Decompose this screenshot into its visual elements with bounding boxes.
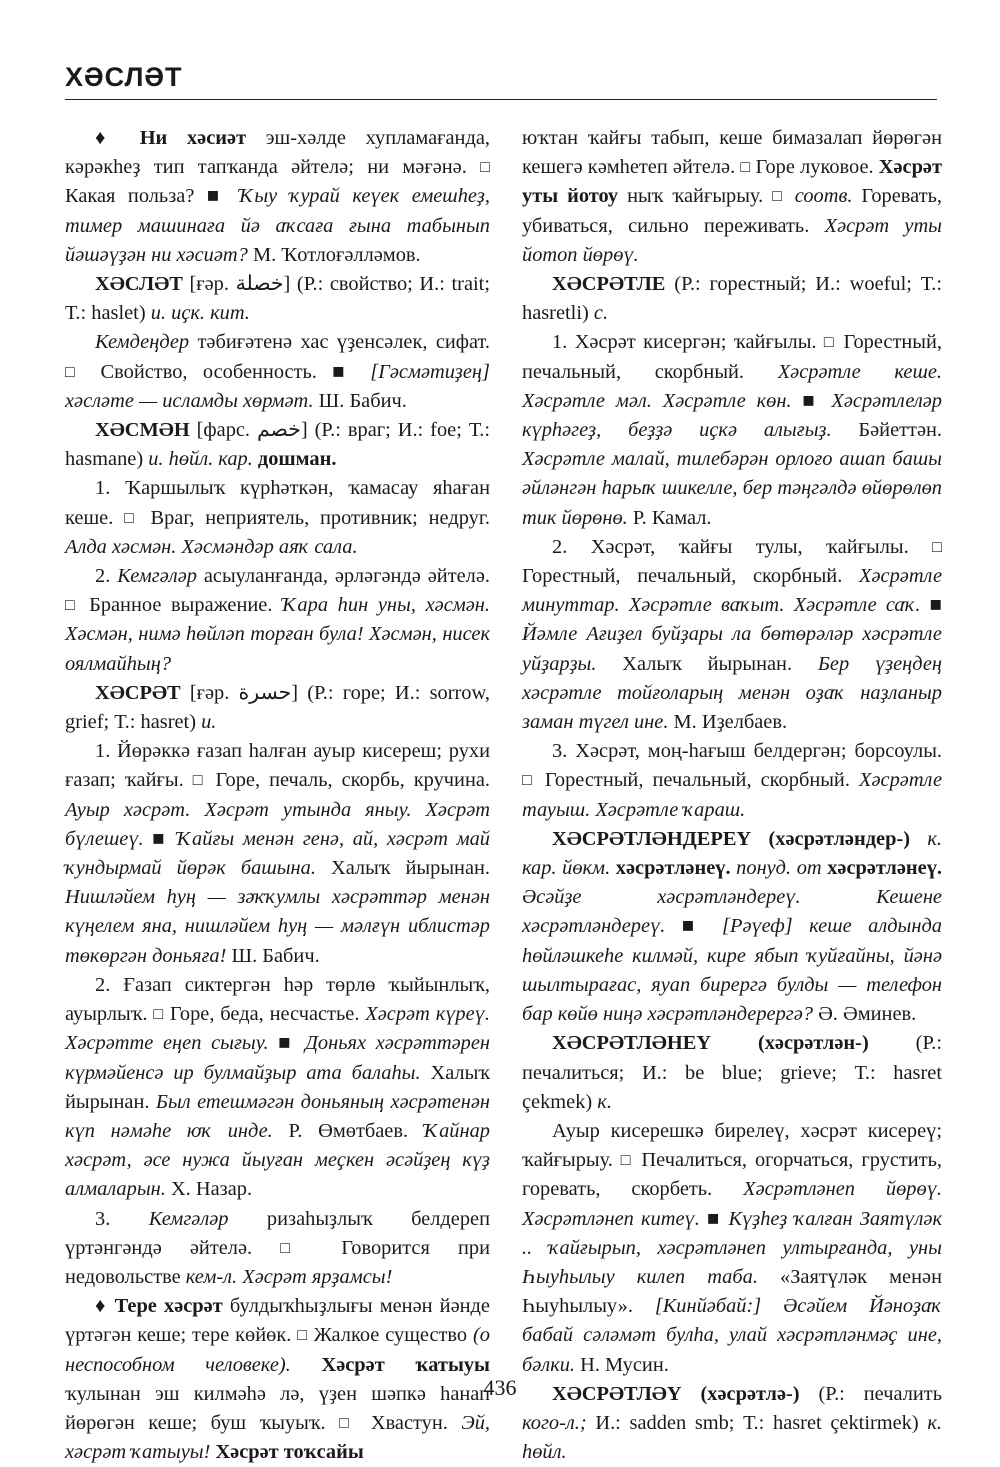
entry-paragraph (65, 1205, 490, 1293)
text-segment: 1. (552, 331, 575, 354)
headword-segment: ХӘСРӘТ (95, 681, 181, 704)
translation-marker-icon: □ (480, 157, 490, 177)
text-segment: Враг, неприятель, противник; недруг. (139, 506, 490, 529)
italic-segment: Хәсрәтле малай, тилебәрән орлоғо ашап башы әйләнгән һарыҡ шикелле, бер тәңгәлдә өйөрөлөп тик йөрөнө. (522, 448, 942, 529)
text-segment: [ғәр. (180, 681, 239, 704)
italic-segment: Хәсрәт уты йотоп йөрөү. (522, 214, 942, 266)
text-segment: И.: sadden smb; Т.: hasret çektirmek) (586, 1411, 928, 1434)
italic-segment: с. (593, 302, 609, 325)
text-segment: Р. Камал. (627, 506, 712, 529)
text-segment: Халыҡ йырынан. (65, 1061, 490, 1113)
translation-marker-icon: □ (65, 361, 86, 381)
entry-paragraph (522, 328, 942, 532)
text-segment: Х. Назар. (165, 1178, 253, 1201)
text-segment: ■ (699, 1207, 729, 1230)
entry-paragraph (522, 533, 942, 737)
text-segment: Р. Өмөтбаев. (272, 1119, 424, 1142)
text-segment: ҡулынан эш килмәһә лә, үҙен шәпкә һанап йөрөгән кеше; буш ҡыуыҡ. (65, 1382, 490, 1434)
text-segment: ■ (206, 185, 227, 208)
text-segment: ■ (920, 594, 942, 617)
translation-marker-icon: □ (620, 1150, 634, 1170)
entry-paragraph (522, 270, 942, 328)
text-segment: Йөрәккә ғазап һалған ауыр кисереш; рухи ғазап; ҡайғы. (65, 740, 490, 792)
italic-segment: Хәсрәтле минуттар. Хәсрәтле ваҡыт. Хәсрәтле саҡ. (522, 565, 942, 617)
entry-paragraph (65, 679, 490, 737)
text-segment: Бәйеттән. (831, 419, 943, 442)
translation-marker-icon: □ (772, 186, 786, 206)
headword-segment: Хәсрәт ҡатыуы (290, 1353, 490, 1376)
text-segment: ■ (332, 360, 355, 383)
text-segment: 1. (95, 477, 126, 500)
entry-paragraph (65, 270, 490, 328)
italic-segment: Ҡара һин уны, хәсмән. Хәсмән, нимә һөйләп торған була! Хәсмән, нисек оялмайһың? (65, 594, 491, 675)
text-segment: خصم (256, 419, 301, 442)
italic-segment: Ауыр хәсрәт. Хәсрәт утында яныу. Хәсрәт бүлешеү. (65, 798, 490, 850)
italic-segment: Ҡайнар хәсрәт, әсе нужа йыуған меҫкен әсәйҙең күҙ алмаларын. (65, 1119, 490, 1201)
text-segment: Горе луковое. (750, 156, 879, 179)
text-segment: Горе, печаль, скорбь, кручина. (206, 769, 490, 792)
text-segment: М. Иҙелбаев. (668, 711, 788, 734)
text-segment: Хәсрәт, ҡайғы тулы, ҡайғылы. (590, 535, 933, 558)
translation-marker-icon: □ (65, 595, 80, 615)
text-segment: Халыҡ йырынан. (315, 857, 490, 880)
entry-paragraph (65, 971, 490, 1205)
translation-marker-icon: □ (522, 770, 536, 790)
italic-segment: Әсәйҙе хәсрәтләндереү. Кешене хәсрәтләндереү. (522, 886, 942, 938)
entry-paragraph (522, 1117, 942, 1380)
italic-segment: кого-л.; (522, 1411, 587, 1434)
headword-segment: ХӘСРӘТЛӘНДЕРЕҮ (хәсрәтләндер-) (552, 827, 911, 850)
translation-marker-icon: □ (932, 536, 942, 556)
text-segment: Горе, беда, несчастье. (164, 1003, 366, 1026)
text-segment: 2. (95, 973, 124, 996)
header-rule (65, 99, 937, 100)
idiom-marker-icon: ♦ (95, 127, 140, 149)
text-segment: Печалиться, огорчаться, грустить, горевать, скорбеть. (522, 1149, 942, 1201)
headword-segment: ХӘСРӘТЛЕ (552, 273, 666, 296)
text-segment: Говорится при недовольстве (65, 1236, 490, 1288)
entry-paragraph (65, 416, 490, 474)
text-segment: «Заятүләк менән Һыуһылыу». (522, 1265, 942, 1318)
headword-segment: Ни хәсиәт (139, 127, 247, 149)
text-segment: حسرة (238, 681, 292, 704)
italic-segment: [Кинйәбай:] Әсәйем Йәноҙаҡ бабай сәләмәт булһа, улай хәсрәтләнмәҫ ине, бәлки. (522, 1295, 943, 1376)
text-segment: Горестный, печальный, скорбный. (522, 331, 942, 383)
entry-paragraph (65, 474, 490, 562)
text-segment: Ә. Әминев. (812, 1003, 917, 1026)
translation-marker-icon: □ (192, 770, 207, 790)
headword-segment: хәсрәтләнеү. (610, 857, 731, 880)
left-column (65, 124, 490, 1467)
entry-paragraph (65, 737, 490, 971)
text-segment: юҡтан ҡайғы табып, кеше бимазалап йөрөгән кешегә кәмһетеп әйтелә. (522, 127, 942, 179)
text-segment: (Р.: печалить (799, 1382, 942, 1405)
idiom-marker-icon: ♦ (95, 1295, 115, 1318)
headword-segment: Хәсрәт уты йотоу (522, 156, 942, 208)
text-segment: эш-хәлде хупламағанда, кәрәкһеҙ тип тапҡанда әйтелә; ни мәғәнә. (65, 127, 490, 179)
text-segment: ] (Р.: враг; И.: foe; Т.: hasmane) (65, 419, 490, 471)
text-segment: (Р.: печалиться; И.: be blue; grieve; Т.: hasret çekmek) (522, 1032, 942, 1113)
text-segment: 2. (552, 535, 591, 558)
translation-marker-icon: □ (124, 507, 140, 527)
italic-segment: Хәсрәтләнеп йөрөү. Хәсрәтләнеп китеү. (522, 1178, 942, 1230)
italic-segment: Йәмле Ағиҙел буйҙары ла бөтөрәләр хәсрәтле уйҙарҙы. (522, 623, 942, 675)
text-segment: خصلة (235, 273, 284, 296)
text-segment: булдыҡһыҙлығы менән йәнде үртәгән кеше; тере көйөк. (65, 1295, 490, 1347)
right-column (522, 124, 942, 1467)
text-segment: ■ (791, 389, 832, 412)
italic-segment: [Рәүеф] кеше алдында һөйләшкеһе килмәй, кире ябып ҡуйғайны, йәнә шылтырағас, яуап бирергә булды — телефон бар көйө ниңә хәсрәтләндерергә? (522, 915, 942, 1026)
italic-segment: Алда хәсмән. Хәсмәндәр аяҡ сала. (65, 535, 358, 558)
italic-segment: понуд. от (730, 857, 822, 880)
text-segment: ■ (665, 915, 723, 938)
italic-segment: (о неспособном человеке). (65, 1324, 490, 1376)
text-segment: Какая польза? (65, 185, 207, 208)
text-segment: [фарс. (189, 419, 257, 442)
text-segment: Хәсрәт, моң-һағыш белдергән; борсоулы. (575, 740, 942, 763)
translation-marker-icon: □ (823, 332, 837, 352)
italic-segment: Кемдеңдер (95, 331, 190, 354)
text-segment: 1. (95, 740, 118, 763)
headword-segment: Хәсрәт тоҡсайы (210, 1441, 364, 1464)
italic-segment: к. кар. йөкм. (522, 827, 942, 880)
italic-segment: Эй, хәсрәт ҡатыуы! (65, 1411, 490, 1464)
entry-paragraph (522, 737, 942, 825)
italic-segment: Хәсрәтлеләр күрһәгеҙ, беҙҙә иҫкә алығыҙ. (522, 389, 942, 442)
entry-paragraph (522, 825, 942, 1029)
italic-segment: соотв. (785, 185, 853, 208)
text-segment: ] (Р.: горе; И.: sorrow, grief; Т.: hasret) (65, 681, 490, 734)
text-segment: ■ (268, 1032, 305, 1055)
italic-segment: Ҡыу ҡурай кеүек емешһеҙ, тимер машинаға йә аҡсаға ғына табынып йәшәүҙән ни хәсиәт? (65, 185, 490, 266)
headword-segment: Тере хәсрәт (114, 1295, 223, 1318)
text-segment: ныҡ ҡайғырыу. (618, 185, 773, 208)
italic-segment: Доньях хәсрәттәрен күрмәйенсә ир булмайҙыр ата балаһы. (65, 1032, 490, 1084)
text-segment: Ш. Бабич. (226, 944, 320, 967)
italic-segment: Хәсрәт күреү. Хәсрәтте еңеп сығыу. (65, 1003, 490, 1055)
text-segment: [ғәр. (182, 273, 236, 296)
running-header: ХӘСЛӘТ (65, 62, 183, 92)
text-segment: Ш. Бабич. (313, 389, 407, 412)
text-segment: 3. (95, 1207, 149, 1230)
italic-segment: Бер үҙеңдең хәсрәтле тойғоларың менән оҙаҡ наҙланыр заман түгел ине. (522, 652, 942, 734)
text-segment: (Р.: горестный; И.: woeful; Т.: hasretli) (522, 273, 942, 325)
translation-marker-icon: □ (339, 1412, 358, 1432)
text-segment: М. Ҡотлоғәлләмов. (247, 243, 421, 266)
italic-segment: Нишләйем һуң — зәҡҡумлы хәсрәттәр менән күңелем яна, нишләйем һуң — мәлғүн иблистәр төкөргән доньяға! (65, 886, 490, 967)
italic-segment: Күҙһеҙ ҡалған Заятүләк .. ҡайғырып, хәсрәтләнеп ултырғанда, уны Һыуһылыу килеп таба. (522, 1207, 942, 1288)
translation-marker-icon: □ (297, 1325, 308, 1345)
text-segment: Хәсрәт кисергән; ҡайғылы. (574, 331, 824, 354)
italic-segment: Хәсрәтле тауыш. Хәсрәтле ҡараш. (522, 769, 943, 821)
text-segment: Халыҡ йырынан. (596, 652, 818, 675)
headword-segment: ХӘСРӘТЛӘНЕҮ (хәсрәтлән-) (552, 1032, 869, 1055)
text-segment: ризаһыҙлыҡ белдереп үртәнгәндә әйтелә. (65, 1207, 490, 1259)
entry-paragraph (65, 562, 490, 679)
italic-segment: и. иҫк. кит. (150, 302, 250, 325)
italic-segment: Кемгәләр (148, 1207, 229, 1230)
text-segment: 2. (95, 565, 118, 588)
headword-segment: хәсрәтләнеү. (821, 857, 943, 880)
headword-segment: ХӘСРӘТЛӘҮ (хәсрәтлә-) (552, 1382, 800, 1405)
translation-marker-icon: □ (153, 1004, 165, 1024)
text-segment: Бранное выражение. (79, 594, 283, 617)
text-segment: Жалкое существо (307, 1324, 473, 1347)
text-segment: тәбиғәтенә хас үҙенсәлек, сифат. (189, 331, 490, 354)
text-segment: ] (Р.: свойство; И.: trait; Т.: haslet) (65, 273, 490, 325)
italic-segment: кем-л. Хәсрәт ярҙамсы! (185, 1265, 393, 1288)
text-segment: Ҡаршылыҡ күрһәткән, ҡамасау яһаған кеше. (65, 477, 491, 529)
italic-segment: и. (201, 711, 217, 734)
text-segment: 3. (552, 740, 576, 763)
text-segment: Горевать, убиваться, сильно переживать. (522, 185, 942, 237)
italic-segment: к. һөйл. (522, 1411, 942, 1464)
italic-segment: Ҡайғы менән генә, ай, хәсрәт май ҡундырмай йөрәк башына. (65, 827, 490, 880)
entry-paragraph (65, 124, 490, 270)
text-segment: Ауыр кисерешкә бирелеү, хәсрәт кисереү; ҡайғырыу. (522, 1119, 942, 1172)
headword-segment: ХӘСМӘН (95, 419, 190, 442)
headword-segment: дошман. (252, 448, 337, 471)
italic-segment: Был етешмәгән доньяның хәсрәтенән күп нәмәһе юҡ инде. (65, 1090, 490, 1142)
text-segment: Свойство, особенность. (85, 360, 333, 383)
text-segment: асыуланғанда, әрләгәндә әйтелә. (196, 565, 490, 588)
italic-segment: и. һөйл. кар. (148, 448, 253, 471)
entry-paragraph (522, 1029, 942, 1117)
text-segment: Горестный, печальный, скорбный. (522, 565, 860, 588)
entry-paragraph (65, 328, 490, 416)
text-segment: ■ (143, 827, 177, 850)
italic-segment: Хәсрәтле кеше. Хәсрәтле мәл. Хәсрәтле көн. (522, 360, 942, 412)
translation-marker-icon: □ (280, 1237, 314, 1257)
headword-segment: ХӘСЛӘТ (95, 273, 183, 296)
italic-segment: Кемгәләр (117, 565, 197, 588)
text-segment: Хвастун. (357, 1411, 462, 1434)
text-segment: Ғазап сиктергән һәр төрлө ҡыйынлыҡ, ауырлыҡ. (65, 973, 490, 1026)
italic-segment: к. (597, 1090, 612, 1113)
entry-paragraph (522, 124, 942, 270)
italic-segment: [Гәсмәтиҙең] хәсләте — исламды хөрмәт. (65, 360, 490, 412)
page-number: 436 (483, 1375, 517, 1400)
text-segment: Горестный, печальный, скорбный. (535, 769, 860, 792)
translation-marker-icon: □ (740, 157, 751, 177)
text-segment: Н. Мусин. (575, 1353, 669, 1376)
